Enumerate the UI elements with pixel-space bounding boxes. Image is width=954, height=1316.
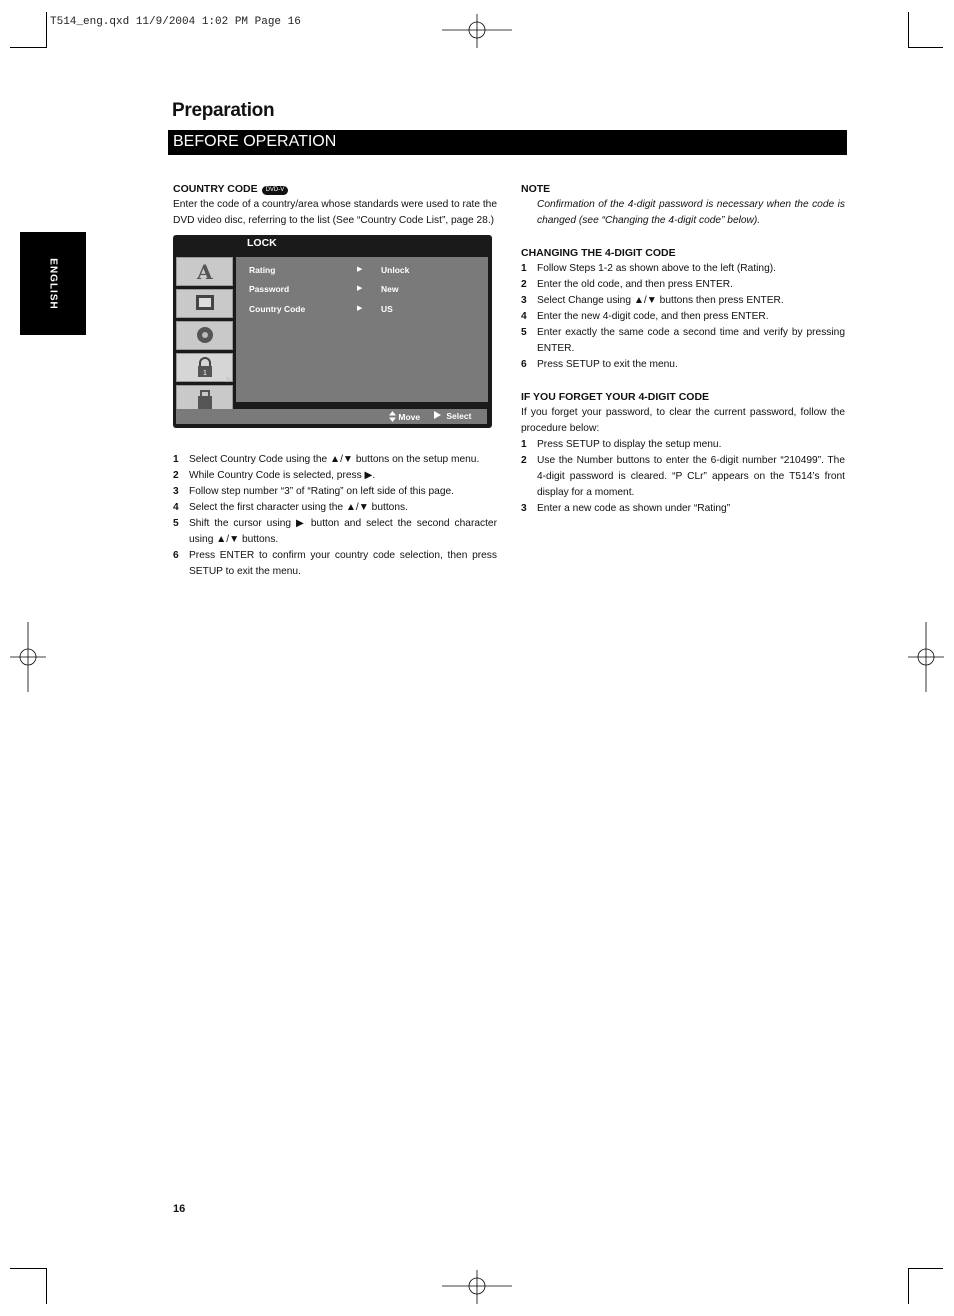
display-icon bbox=[176, 289, 233, 318]
up-down-icon bbox=[389, 411, 396, 422]
language-tab bbox=[20, 232, 86, 335]
page-number: 16 bbox=[173, 1203, 186, 1215]
forget-code-heading: IF YOU FORGET YOUR 4-DIGIT CODE bbox=[521, 391, 710, 403]
svg-text:A: A bbox=[197, 260, 213, 282]
osd-title: LOCK bbox=[247, 237, 277, 249]
registration-mark-icon bbox=[442, 1270, 512, 1304]
list-item: 5 Shift the cursor using ▶ button and select the second character using ▲/▼ buttons. bbox=[173, 518, 497, 545]
note-heading: NOTE bbox=[521, 183, 551, 195]
section-title: Preparation bbox=[172, 100, 275, 121]
registration-mark-icon bbox=[442, 14, 512, 48]
left-column bbox=[173, 181, 497, 229]
language-icon bbox=[176, 257, 233, 286]
osd-icon-column bbox=[176, 257, 233, 417]
print-slug: T514_eng.qxd 11/9/2004 1:02 PM Page 16 bbox=[50, 16, 301, 28]
registration-mark-icon bbox=[908, 622, 944, 692]
lock-icon bbox=[176, 353, 233, 382]
list-item: 1 Select Country Code using the ▲/▼ buttons on the setup menu. bbox=[173, 454, 480, 465]
changing-code-steps bbox=[521, 261, 845, 373]
banner bbox=[168, 130, 847, 155]
selection-pointer-icon: ▶ bbox=[226, 374, 233, 383]
select-hint: Select bbox=[434, 411, 471, 421]
country-code-steps bbox=[173, 452, 497, 580]
list-item: 4 Enter the new 4-digit code, and then press ENTER. bbox=[521, 311, 769, 322]
osd-row-country-code[interactable]: Country Code ▶ US bbox=[249, 304, 393, 314]
crop-mark bbox=[10, 47, 46, 48]
osd-row-password[interactable]: Password ▶ New bbox=[249, 284, 399, 294]
banner-title: BEFORE OPERATION bbox=[173, 133, 337, 150]
list-item: 5 Enter exactly the same code a second time and verify by pressing ENTER. bbox=[521, 327, 845, 354]
crop-mark bbox=[908, 12, 909, 48]
crop-mark bbox=[908, 1268, 909, 1304]
language-tab-label: ENGLISH bbox=[47, 258, 59, 310]
country-code-heading: COUNTRY CODE DVD-V bbox=[173, 181, 497, 197]
list-item: 2 Use the Number buttons to enter the 6-digit number “210499”. The 4-digit password is cleared. “P CLr” appears on the T514’s front display for a moment. bbox=[521, 455, 845, 498]
crop-mark bbox=[909, 1268, 943, 1269]
list-item: 2 While Country Code is selected, press ▶. bbox=[173, 470, 376, 481]
list-item: 6 Press ENTER to confirm your country code selection, then press SETUP to exit the menu. bbox=[173, 550, 497, 577]
move-hint: Move bbox=[389, 411, 420, 422]
registration-mark-icon bbox=[10, 622, 46, 692]
audio-icon bbox=[176, 321, 233, 350]
lock-menu-screen bbox=[173, 235, 492, 428]
crop-mark bbox=[909, 47, 943, 48]
forget-code-steps bbox=[521, 437, 845, 517]
list-item: 1 Follow Steps 1-2 as shown above to the left (Rating). bbox=[521, 263, 776, 274]
crop-mark bbox=[46, 12, 47, 48]
dvd-v-badge: DVD-V bbox=[262, 186, 289, 195]
crop-mark bbox=[10, 1268, 46, 1269]
country-code-intro: Enter the code of a country/area whose standards were used to rate the DVD video disc, referring to the list (See “Country Code List”, page 28.) bbox=[173, 199, 497, 226]
list-item: 6 Press SETUP to exit the menu. bbox=[521, 359, 678, 370]
svg-text:1: 1 bbox=[203, 370, 207, 377]
list-item: 3 Follow step number “3” of “Rating” on left side of this page. bbox=[173, 486, 455, 497]
list-item: 3 Select Change using ▲/▼ buttons then press ENTER. bbox=[521, 295, 784, 306]
list-item: 3 Enter a new code as shown under “Rating” bbox=[521, 503, 731, 514]
list-item: 2 Enter the old code, and then press ENTER. bbox=[521, 279, 733, 290]
list-item: 4 Select the first character using the ▲/▼ buttons. bbox=[173, 502, 408, 513]
list-item: 1 Press SETUP to display the setup menu. bbox=[521, 439, 722, 450]
osd-row-rating[interactable]: Rating ▶ Unlock bbox=[249, 265, 410, 275]
changing-code-heading: CHANGING THE 4-DIGIT CODE bbox=[521, 247, 676, 259]
osd-footer bbox=[176, 409, 487, 424]
crop-mark bbox=[46, 1268, 47, 1304]
osd-panel bbox=[236, 257, 488, 402]
right-arrow-icon bbox=[434, 411, 441, 419]
right-column bbox=[521, 181, 845, 517]
forget-code-intro: If you forget your password, to clear the current password, follow the procedure below: bbox=[521, 407, 845, 434]
note-text: Confirmation of the 4-digit password is necessary when the code is changed (see “Changing the 4-digit code” below). bbox=[537, 199, 845, 226]
